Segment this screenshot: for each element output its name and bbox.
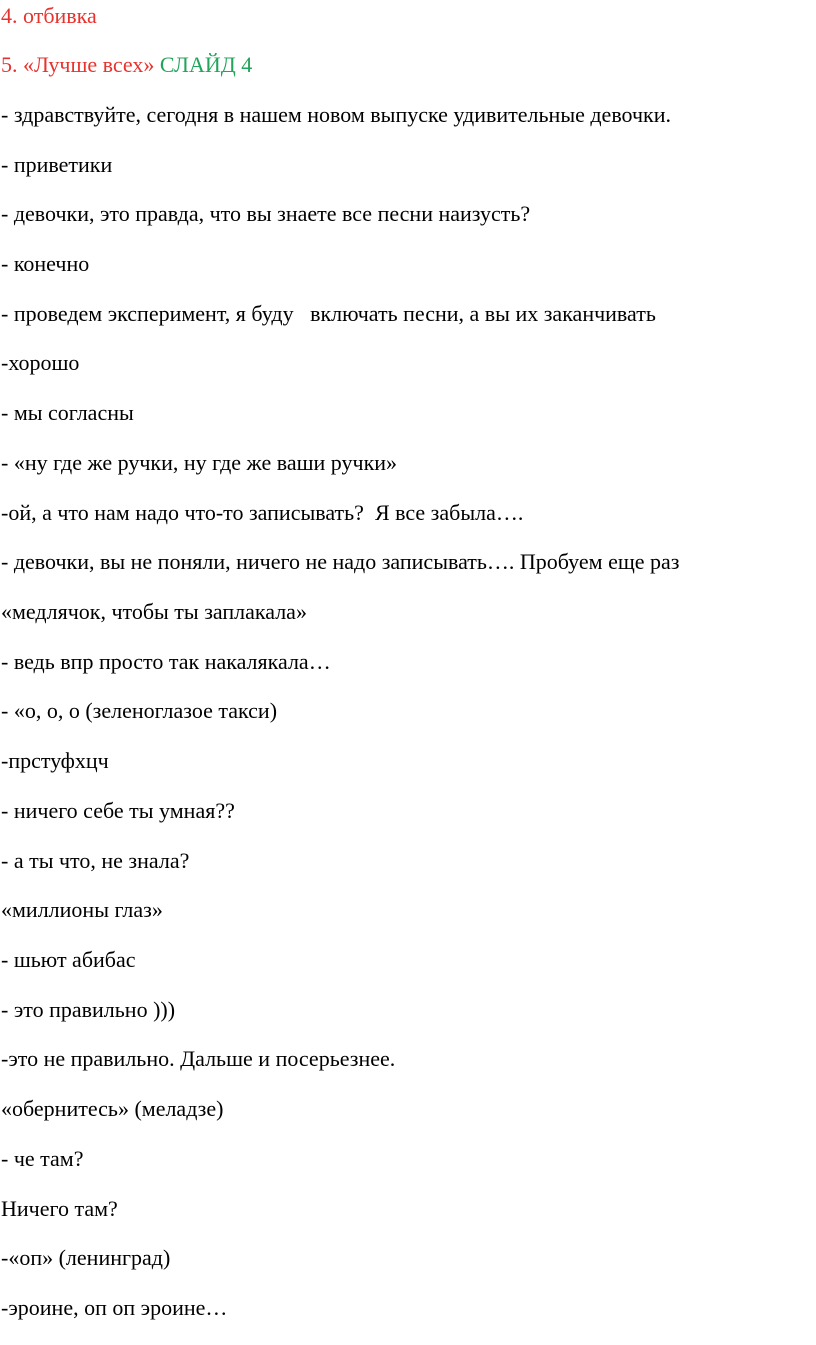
dialogue-line: «медлячок, чтобы ты заплакала» xyxy=(1,599,307,624)
dialogue-line: -«оп» (ленинград) xyxy=(1,1245,171,1270)
dialogue-line: - девочки, это правда, что вы знаете все песни наизусть? xyxy=(1,201,531,226)
section-heading-5 xyxy=(1,52,252,78)
dialogue-line: - че там? xyxy=(1,1146,84,1171)
dialogue-line: Ничего там? xyxy=(1,1196,118,1221)
section-title: 5. «Лучше всех» xyxy=(1,52,155,77)
dialogue-line: - проведем эксперимент, я буду включать песни, а вы их заканчивать xyxy=(1,301,656,326)
dialogue-line: - девочки, вы не поняли, ничего не надо записывать…. Пробуем еще раз xyxy=(1,549,680,574)
dialogue-line: - конечно xyxy=(1,251,90,276)
dialogue-line: - приветики xyxy=(1,152,113,177)
slide-label: СЛАЙД 4 xyxy=(159,52,253,77)
dialogue-line: «миллионы глаз» xyxy=(1,897,163,922)
dialogue-line: - «о, о, о (зеленоглазое такси) xyxy=(1,698,278,723)
dialogue-line: - мы согласны xyxy=(1,400,134,425)
dialogue-line: «обернитесь» (меладзе) xyxy=(1,1096,224,1121)
dialogue-line: -прстуфхцч xyxy=(1,748,109,773)
dialogue-line: -это не правильно. Дальше и посерьезнее. xyxy=(1,1046,396,1071)
dialogue-line: - ведь впр просто так накалякала… xyxy=(1,649,331,674)
dialogue-line: -эроине, оп оп эроине… xyxy=(1,1295,228,1320)
dialogue-line: - ничего себе ты умная?? xyxy=(1,798,235,823)
dialogue-line: - «ну где же ручки, ну где же ваши ручки» xyxy=(1,450,398,475)
dialogue-line: - это правильно ))) xyxy=(1,997,176,1022)
dialogue-line: - шьют абибас xyxy=(1,947,136,972)
dialogue-line: -хорошо xyxy=(1,350,80,375)
dialogue-line: - здравствуйте, сегодня в нашем новом выпуске удивительные девочки. xyxy=(1,102,672,127)
section-heading-4: 4. отбивка xyxy=(1,3,97,28)
dialogue-line: -ой, а что нам надо что-то записывать? Я все забыла…. xyxy=(1,500,524,525)
dialogue-line: - а ты что, не знала? xyxy=(1,848,190,873)
